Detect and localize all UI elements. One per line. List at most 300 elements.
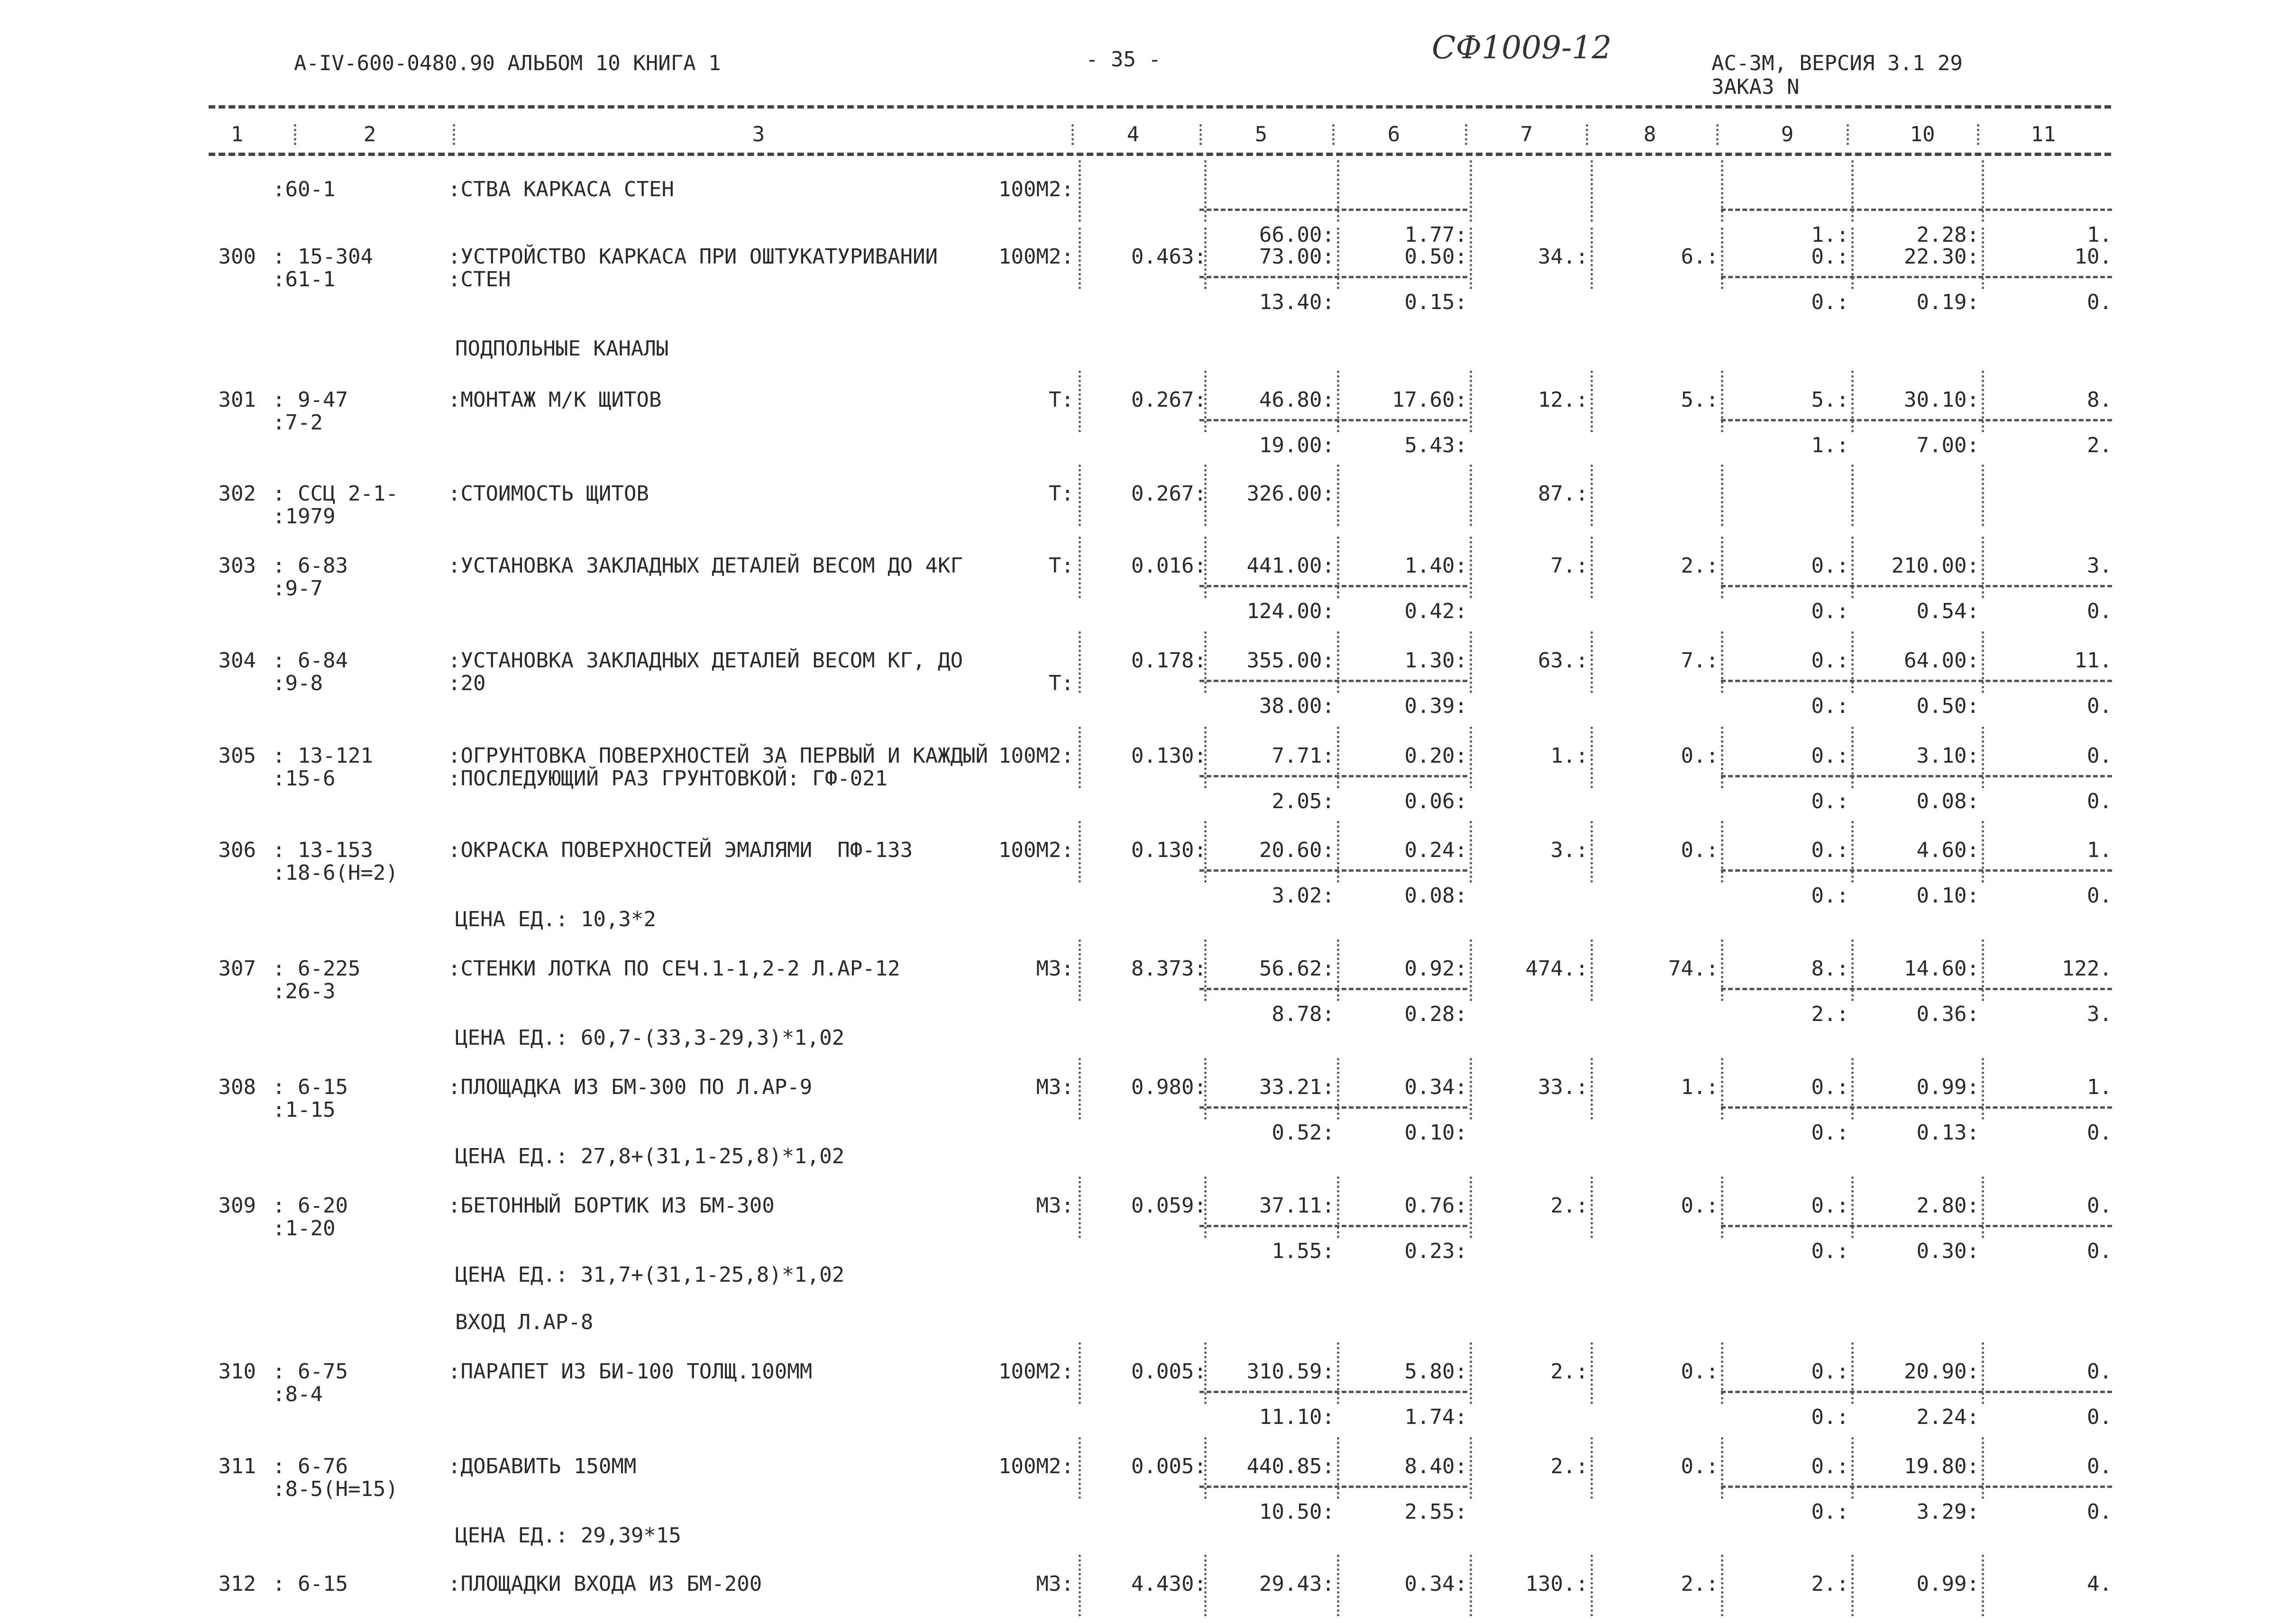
row-separator <box>1079 1058 1081 1120</box>
row-separator <box>1851 821 1854 883</box>
value-c5: 326.00: <box>1246 482 1335 506</box>
value-c7: 34.: <box>1538 245 1588 269</box>
value-c9-sub: 0.: <box>1811 599 1849 623</box>
column-separator <box>453 124 455 145</box>
row-separator <box>1204 537 1207 598</box>
column-number-1: 1 <box>230 122 244 146</box>
row-separator <box>1470 727 1472 788</box>
quantity-value: 0.005: <box>1131 1359 1207 1384</box>
value-c9-sub: 1.: <box>1811 223 1849 247</box>
row-separator <box>1337 228 1339 289</box>
row-separator <box>1079 1437 1081 1499</box>
row-separator <box>1470 371 1472 432</box>
column-separator <box>294 124 296 145</box>
value-c10-sub: 3.29: <box>1916 1500 1979 1524</box>
value-c11-sub: 3. <box>2087 1002 2112 1026</box>
row-number: 305 <box>218 744 256 768</box>
row-separator <box>1982 1555 1984 1616</box>
value-c8: 0.: <box>1681 1359 1719 1384</box>
row-separator <box>1982 1176 1984 1238</box>
rate-code-line2: :1-20 <box>273 1216 336 1240</box>
row-separator <box>1851 465 1854 526</box>
column-number-2: 2 <box>363 122 376 146</box>
value-c8: 0.: <box>1681 1454 1719 1478</box>
work-description: :ПЛОЩАДКА ИЗ БМ-300 ПО Л.АР-9 <box>448 1075 813 1099</box>
value-c9: 0.: <box>1811 1359 1849 1384</box>
work-description: :ПАРАПЕТ ИЗ БИ-100 ТОЛЩ.100ММ <box>448 1359 813 1384</box>
row-separator <box>1721 1342 1723 1404</box>
row-separator <box>1337 1176 1339 1238</box>
rate-code: : 6-84 <box>273 648 348 673</box>
cell-divider <box>1199 585 1467 587</box>
value-c9-sub: 0.: <box>1811 1500 1849 1524</box>
rate-code: : 13-153 <box>273 838 373 862</box>
value-c6: 17.60: <box>1392 388 1467 412</box>
value-c11-sub: 0. <box>2087 1405 2112 1429</box>
value-c11-sub: 0. <box>2087 1121 2112 1145</box>
value-c8: 6.: <box>1681 245 1719 269</box>
row-separator <box>1204 1058 1207 1120</box>
rate-code-line2: :15-6 <box>273 766 336 791</box>
rate-code-line2: :61-1 <box>273 267 336 292</box>
value-c10-sub: 0.13: <box>1916 1121 1979 1145</box>
value-c9-sub: 0.: <box>1811 1121 1849 1145</box>
row-separator <box>1591 1555 1593 1616</box>
row-separator <box>1337 160 1339 222</box>
row-separator <box>1204 939 1207 1001</box>
row-separator <box>1470 1176 1472 1238</box>
value-c8: 0.: <box>1681 744 1719 768</box>
row-separator <box>1721 537 1723 598</box>
handwritten-code: СФ1009-12 <box>1432 29 1612 66</box>
value-c5-sub: 38.00: <box>1259 694 1335 718</box>
work-description: :ОКРАСКА ПОВЕРХНОСТЕЙ ЭМАЛЯМИ ПФ-133 <box>448 838 913 862</box>
cell-divider <box>1199 1391 1467 1393</box>
row-number: 302 <box>218 482 256 506</box>
work-description: :УСТРОЙСТВО КАРКАСА ПРИ ОШТУКАТУРИВАНИИ <box>448 245 938 269</box>
row-separator <box>1079 821 1081 883</box>
row-separator <box>1204 228 1207 289</box>
rate-code: : 15-304 <box>273 245 373 269</box>
value-c9-sub: 0.: <box>1811 1405 1849 1429</box>
row-separator <box>1204 465 1207 526</box>
column-number-3: 3 <box>752 122 765 146</box>
quantity-value: 0.267: <box>1131 388 1207 412</box>
value-c8: 5.: <box>1681 388 1719 412</box>
row-separator <box>1337 1437 1339 1499</box>
value-c8: 0.: <box>1681 838 1719 862</box>
row-separator <box>1721 727 1723 788</box>
value-c7: 12.: <box>1538 388 1588 412</box>
cell-divider <box>1721 1225 2112 1227</box>
value-c5: 441.00: <box>1246 554 1335 578</box>
row-separator <box>1982 1342 1984 1404</box>
row-separator <box>1851 371 1854 432</box>
value-c9-sub: 0.: <box>1811 884 1849 908</box>
row-separator <box>1591 371 1593 432</box>
column-number-11: 11 <box>2031 122 2056 146</box>
value-c6-sub: 5.43: <box>1404 433 1467 457</box>
order-number: ЗАКАЗ N <box>1711 75 1800 99</box>
cell-divider <box>1199 1225 1467 1227</box>
work-description: :СТВА КАРКАСА СТЕН <box>448 177 674 201</box>
row-separator <box>1591 727 1593 788</box>
row-separator <box>1591 228 1593 289</box>
work-description-line2: :СТЕН <box>448 267 511 292</box>
value-c7: 2.: <box>1550 1454 1588 1478</box>
row-separator <box>1721 1437 1723 1499</box>
row-separator <box>1337 631 1339 693</box>
row-separator <box>1591 1058 1593 1120</box>
value-c5-sub: 66.00: <box>1259 223 1335 247</box>
value-c7: 33.: <box>1538 1075 1588 1099</box>
value-c8: 0.: <box>1681 1194 1719 1218</box>
value-c6: 0.20: <box>1404 744 1467 768</box>
value-c7: 2.: <box>1550 1194 1588 1218</box>
rate-code: : 6-76 <box>273 1454 348 1478</box>
cell-divider <box>1199 988 1467 990</box>
rate-code-line2: :26-3 <box>273 979 336 1003</box>
work-description: :УСТАНОВКА ЗАКЛАДНЫХ ДЕТАЛЕЙ ВЕСОМ КГ, ДО <box>448 648 963 673</box>
value-c5: 46.80: <box>1259 388 1335 412</box>
row-separator <box>1851 1058 1854 1120</box>
work-description: :ОГРУНТОВКА ПОВЕРХНОСТЕЙ ЗА ПЕРВЫЙ И КАЖДЫЙ <box>448 744 988 768</box>
value-c7: 130.: <box>1525 1572 1588 1596</box>
value-c6-sub: 0.23: <box>1404 1239 1467 1263</box>
value-c11: 4. <box>2087 1572 2112 1596</box>
value-c11-sub: 0. <box>2087 290 2112 314</box>
value-c6-sub: 0.06: <box>1404 789 1467 813</box>
unit-of-measure: М3: <box>1036 1075 1074 1099</box>
value-c8: 2.: <box>1681 1572 1719 1596</box>
value-c11: 0. <box>2087 744 2112 768</box>
quantity-value: 0.178: <box>1131 648 1207 673</box>
price-note: ЦЕНА ЕД.: 60,7-(33,3-29,3)*1,02 <box>455 1026 845 1050</box>
row-separator <box>1982 465 1984 526</box>
row-separator <box>1470 1555 1472 1616</box>
value-c11: 10. <box>2074 245 2112 269</box>
price-note: ЦЕНА ЕД.: 31,7+(31,1-25,8)*1,02 <box>455 1263 845 1287</box>
value-c11: 0. <box>2087 1454 2112 1478</box>
value-c5-sub: 124.00: <box>1246 599 1335 623</box>
row-separator <box>1337 821 1339 883</box>
value-c9-sub: 0.: <box>1811 1239 1849 1263</box>
row-separator <box>1470 631 1472 693</box>
row-separator <box>1079 160 1081 222</box>
value-c6: 0.50: <box>1404 245 1467 269</box>
document-reference: А-IV-600-0480.90 АЛЬБОМ 10 КНИГА 1 <box>294 51 721 75</box>
row-separator <box>1721 631 1723 693</box>
value-c11-sub: 0. <box>2087 789 2112 813</box>
row-separator <box>1079 727 1081 788</box>
value-c10-sub: 0.10: <box>1916 884 1979 908</box>
value-c11-sub: 0. <box>2087 884 2112 908</box>
value-c11: 11. <box>2074 648 2112 673</box>
row-separator <box>1470 939 1472 1001</box>
cell-divider <box>1721 585 2112 587</box>
row-separator <box>1337 537 1339 598</box>
value-c5: 20.60: <box>1259 838 1335 862</box>
value-c6: 1.30: <box>1404 648 1467 673</box>
value-c9: 0.: <box>1811 1075 1849 1099</box>
unit-of-measure: 100М2: <box>998 838 1074 862</box>
value-c9: 0.: <box>1811 1454 1849 1478</box>
value-c11-sub: 0. <box>2087 694 2112 718</box>
software-version: АС-3М, ВЕРСИЯ 3.1 29 <box>1711 51 1963 75</box>
value-c10: 19.80: <box>1904 1454 1979 1478</box>
rate-code: : ССЦ 2-1- <box>273 482 398 506</box>
row-separator <box>1337 465 1339 526</box>
value-c6-sub: 0.15: <box>1404 290 1467 314</box>
value-c9: 0.: <box>1811 1194 1849 1218</box>
column-separator <box>1977 124 1979 145</box>
row-separator <box>1591 1437 1593 1499</box>
row-separator <box>1204 1437 1207 1499</box>
value-c8: 1.: <box>1681 1075 1719 1099</box>
value-c5-sub: 13.40: <box>1259 290 1335 314</box>
value-c6-sub: 0.42: <box>1404 599 1467 623</box>
header-rule-top <box>209 105 2111 109</box>
rate-code-line2: :8-5(Н=15) <box>273 1477 398 1501</box>
row-separator <box>1470 160 1472 222</box>
row-separator <box>1337 939 1339 1001</box>
column-separator <box>1847 124 1849 145</box>
row-separator <box>1204 1342 1207 1404</box>
row-separator <box>1721 1176 1723 1238</box>
value-c5: 73.00: <box>1259 245 1335 269</box>
row-separator <box>1851 631 1854 693</box>
value-c11: 3. <box>2087 554 2112 578</box>
value-c11: 0. <box>2087 1194 2112 1218</box>
cell-divider <box>1199 869 1467 872</box>
unit-of-measure: Т: <box>1049 388 1074 412</box>
row-separator <box>1721 939 1723 1001</box>
row-separator <box>1591 465 1593 526</box>
quantity-value: 0.130: <box>1131 744 1207 768</box>
column-separator <box>1586 124 1588 145</box>
row-separator <box>1851 537 1854 598</box>
rate-code-line2: :8-4 <box>273 1382 323 1406</box>
column-separator <box>1332 124 1335 145</box>
unit-of-measure: 100М2: <box>998 1454 1074 1478</box>
value-c6: 0.24: <box>1404 838 1467 862</box>
unit-of-measure: 100М2: <box>998 744 1074 768</box>
value-c5: 29.43: <box>1259 1572 1335 1596</box>
column-number-10: 10 <box>1910 122 1935 146</box>
rate-code: : 6-83 <box>273 554 348 578</box>
rate-code: : 9-47 <box>273 388 348 412</box>
work-description: :СТОИМОСТЬ ЩИТОВ <box>448 482 649 506</box>
column-number-4: 4 <box>1126 122 1140 146</box>
value-c5: 56.62: <box>1259 957 1335 981</box>
value-c11: 1. <box>2087 1075 2112 1099</box>
price-note: ЦЕНА ЕД.: 10,3*2 <box>455 907 656 931</box>
value-c10: 4.60: <box>1916 838 1979 862</box>
row-separator <box>1470 228 1472 289</box>
row-separator <box>1851 1176 1854 1238</box>
column-number-9: 9 <box>1781 122 1794 146</box>
value-c7: 2.: <box>1550 1359 1588 1384</box>
row-separator <box>1982 821 1984 883</box>
value-c10-sub: 0.54: <box>1916 599 1979 623</box>
row-separator <box>1721 1555 1723 1616</box>
unit-of-measure: Т: <box>1049 554 1074 578</box>
rate-code-line2: :9-8 <box>273 671 323 695</box>
value-c9: 0.: <box>1811 838 1849 862</box>
row-number: 307 <box>218 957 256 981</box>
row-separator <box>1470 821 1472 883</box>
row-separator <box>1470 465 1472 526</box>
row-number: 306 <box>218 838 256 862</box>
value-c5-sub: 2.05: <box>1271 789 1335 813</box>
value-c10: 0.99: <box>1916 1572 1979 1596</box>
value-c10: 30.10: <box>1904 388 1979 412</box>
cell-divider <box>1721 869 2112 872</box>
value-c6: 0.34: <box>1404 1075 1467 1099</box>
work-description: :УСТАНОВКА ЗАКЛАДНЫХ ДЕТАЛЕЙ ВЕСОМ ДО 4КГ <box>448 554 963 578</box>
work-description: :СТЕНКИ ЛОТКА ПО СЕЧ.1-1,2-2 Л.АР-12 <box>448 957 900 981</box>
row-separator <box>1721 465 1723 526</box>
value-c9: 0.: <box>1811 554 1849 578</box>
cell-divider <box>1199 419 1467 421</box>
row-separator <box>1982 939 1984 1001</box>
row-number: 308 <box>218 1075 256 1099</box>
cell-divider <box>1199 775 1467 777</box>
price-note: ВХОД Л.АР-8 <box>455 1310 594 1334</box>
value-c10: 64.00: <box>1904 648 1979 673</box>
row-separator <box>1470 1342 1472 1404</box>
row-separator <box>1204 821 1207 883</box>
row-separator <box>1721 228 1723 289</box>
rate-code-line2: :7-2 <box>273 410 323 435</box>
value-c11-sub: 0. <box>2087 1500 2112 1524</box>
value-c6: 0.76: <box>1404 1194 1467 1218</box>
row-separator <box>1591 1176 1593 1238</box>
value-c6: 5.80: <box>1404 1359 1467 1384</box>
row-number: 309 <box>218 1194 256 1218</box>
value-c9: 2.: <box>1811 1572 1849 1596</box>
value-c6-sub: 0.10: <box>1404 1121 1467 1145</box>
rate-code: : 6-20 <box>273 1194 348 1218</box>
row-number: 304 <box>218 648 256 673</box>
value-c6: 0.92: <box>1404 957 1467 981</box>
column-separator <box>1199 124 1202 145</box>
value-c5-sub: 19.00: <box>1259 433 1335 457</box>
row-separator <box>1079 228 1081 289</box>
row-separator <box>1204 1555 1207 1616</box>
value-c8: 74.: <box>1668 957 1719 981</box>
row-number: 310 <box>218 1359 256 1384</box>
row-separator <box>1721 1058 1723 1120</box>
value-c11-sub: 0. <box>2087 599 2112 623</box>
value-c10-sub: 0.30: <box>1916 1239 1979 1263</box>
value-c10-sub: 2.24: <box>1916 1405 1979 1429</box>
row-number: 300 <box>218 245 256 269</box>
page-number: - 35 - <box>1086 47 1161 72</box>
unit-of-measure: 100М2: <box>998 245 1074 269</box>
rate-code: : 13-121 <box>273 744 373 768</box>
work-description: :ПЛОЩАДКИ ВХОДА ИЗ БМ-200 <box>448 1572 762 1596</box>
row-separator <box>1721 160 1723 222</box>
row-separator <box>1982 228 1984 289</box>
value-c11: 0. <box>2087 1359 2112 1384</box>
value-c6-sub: 2.55: <box>1404 1500 1467 1524</box>
column-number-7: 7 <box>1520 122 1533 146</box>
cell-divider <box>1721 419 2112 421</box>
quantity-value: 0.130: <box>1131 838 1207 862</box>
row-separator <box>1982 1437 1984 1499</box>
column-number-6: 6 <box>1387 122 1400 146</box>
quantity-value: 0.980: <box>1131 1075 1207 1099</box>
price-note: ЦЕНА ЕД.: 27,8+(31,1-25,8)*1,02 <box>455 1144 845 1168</box>
cell-divider <box>1199 680 1467 682</box>
work-description-line2: :ПОСЛЕДУЮЩИЙ РАЗ ГРУНТОВКОЙ: ГФ-021 <box>448 766 888 791</box>
quantity-value: 0.463: <box>1131 245 1207 269</box>
quantity-value: 0.005: <box>1131 1454 1207 1478</box>
row-separator <box>1982 537 1984 598</box>
quantity-value: 0.267: <box>1131 482 1207 506</box>
cell-divider <box>1199 209 1467 211</box>
row-separator <box>1079 631 1081 693</box>
row-separator <box>1721 821 1723 883</box>
row-separator <box>1079 371 1081 432</box>
rate-code-line2: :18-6(Н=2) <box>273 861 398 885</box>
row-separator <box>1591 631 1593 693</box>
value-c10: 20.90: <box>1904 1359 1979 1384</box>
value-c6-sub: 0.08: <box>1404 884 1467 908</box>
value-c7: 87.: <box>1538 482 1588 506</box>
value-c9-sub: 2.: <box>1811 1002 1849 1026</box>
row-separator <box>1470 1058 1472 1120</box>
value-c5: 310.59: <box>1246 1359 1335 1384</box>
cell-divider <box>1721 1106 2112 1109</box>
unit-of-measure: Т: <box>1049 671 1074 695</box>
cell-divider <box>1199 1106 1467 1109</box>
row-separator <box>1591 821 1593 883</box>
cell-divider <box>1199 1486 1467 1488</box>
row-separator <box>1079 1342 1081 1404</box>
value-c9-sub: 0.: <box>1811 290 1849 314</box>
value-c10: 210.00: <box>1891 554 1979 578</box>
price-note: ПОДПОЛЬНЫЕ КАНАЛЫ <box>455 337 669 361</box>
row-separator <box>1079 939 1081 1001</box>
value-c10-sub: 0.08: <box>1916 789 1979 813</box>
work-description: :МОНТАЖ М/К ЩИТОВ <box>448 388 662 412</box>
row-separator <box>1591 1342 1593 1404</box>
value-c10: 0.99: <box>1916 1075 1979 1099</box>
cell-divider <box>1721 276 2112 278</box>
value-c5-sub: 11.10: <box>1259 1405 1335 1429</box>
quantity-value: 0.059: <box>1131 1194 1207 1218</box>
value-c9-sub: 0.: <box>1811 789 1849 813</box>
row-separator <box>1079 1555 1081 1616</box>
rate-code-line2: :9-7 <box>273 576 323 601</box>
cell-divider <box>1721 988 2112 990</box>
value-c11: 122. <box>2062 957 2112 981</box>
header-rule-bottom <box>209 153 2111 156</box>
value-c8: 2.: <box>1681 554 1719 578</box>
row-separator <box>1982 160 1984 222</box>
rate-code: : 6-15 <box>273 1075 348 1099</box>
column-separator <box>1465 124 1467 145</box>
value-c9: 5.: <box>1811 388 1849 412</box>
row-separator <box>1982 727 1984 788</box>
value-c7: 63.: <box>1538 648 1588 673</box>
value-c10-sub: 2.28: <box>1916 223 1979 247</box>
value-c7: 7.: <box>1550 554 1588 578</box>
cell-divider <box>1721 680 2112 682</box>
value-c5-sub: 0.52: <box>1271 1121 1335 1145</box>
